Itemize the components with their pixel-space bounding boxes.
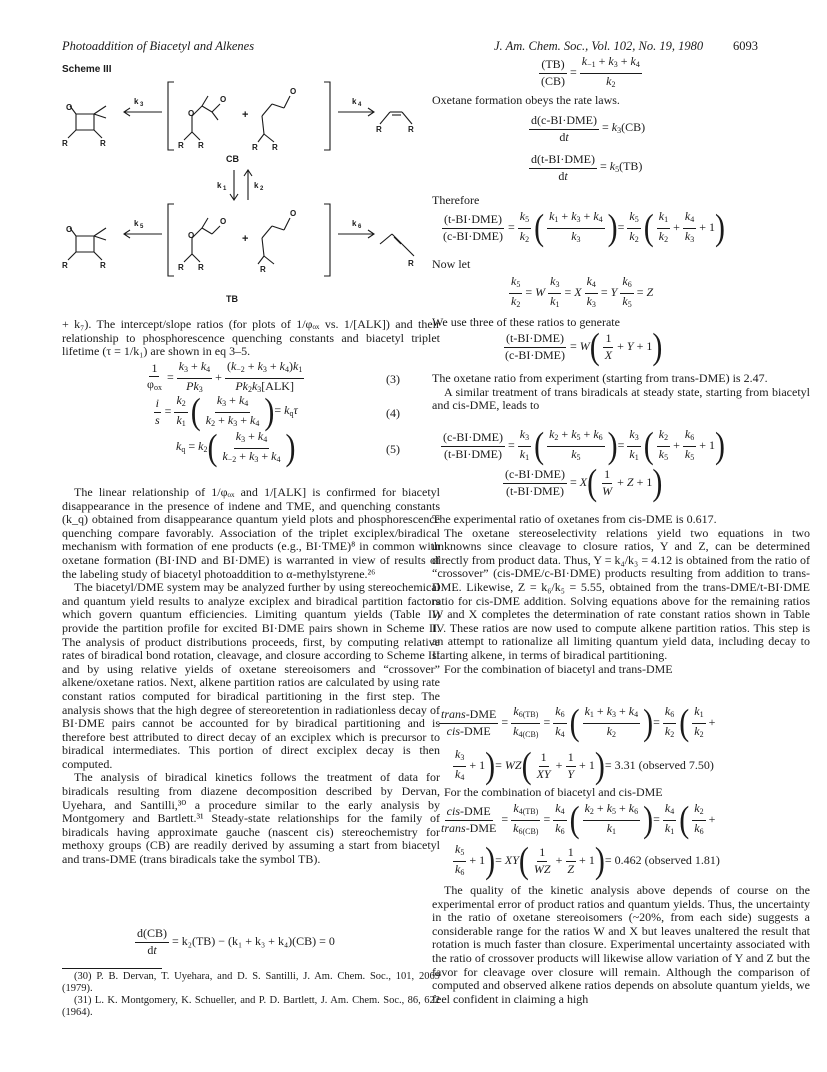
svg-text:R: R [100,139,106,148]
tb-label: TB [226,294,238,304]
equation-w: $\frac{\text{(t-BI·DME)}}{\text{(c-BI·DME)}}$ = W ( $\frac{1}{X}$ + Y + 1 ) [505,325,663,368]
svg-text:k: k [352,219,357,228]
equation-ratio-c-t: $\frac{\text{(c-BI·DME)}}{\text{(t-BI·DME)}}$ = $\frac{k_3}{k_1}$ ( $\frac{k_2 + k_5 + k_6}{k_5}$ ) = $\frac{k_3}{k_1}$ ( $\frac{k_2}{k_5}$ + $\frac{k_6}{k_5}$ + 1 ) [443,424,725,467]
svg-text:5: 5 [140,224,144,230]
equation-dcb: $\frac{d(CB)}{dt}$ = k₂(TB) − (k₁ + k₃ + k₄)(CB) = 0 [137,926,335,957]
svg-text:O: O [66,225,73,234]
svg-text:k: k [352,97,357,106]
equation-rate-c: $\frac{\text{d(c-BI·DME)}}{dt}$ = $k_3(CB)$ [531,113,646,144]
alkene-structure [380,112,412,124]
combo-trans-text: For the combination of biacetyl and trans-DME [444,661,673,676]
biradical-cb-2 [258,96,290,142]
svg-text:k: k [217,181,222,190]
svg-text:R: R [260,265,266,274]
biradical-tb-2 [258,218,290,264]
svg-text:R: R [198,141,204,150]
equation-4-number: (4) [386,406,400,420]
running-header-left: Photoaddition of Biacetyl and Alkenes [62,39,255,53]
svg-text:R: R [62,139,68,148]
footnote-31: (31) L. K. Montgomery, K. Schueller, and P. D. Bartlett, J. Am. Chem. Soc., 86, 622 (1964). [62,995,440,1018]
left-paragraph-1: + k₇). The intercept/slope ratios (for plots of 1/φₒₓ vs. 1/[ALK]) and their relationship to phosphorescence quenching constants and biacetyl triplet lifetime (τ = 1/k₁) are shown in eq 3–5. [62,317,440,359]
running-header-right: J. Am. Chem. Soc., Vol. 102, No. 19, 1980 [494,39,704,53]
svg-text:R: R [198,263,204,272]
therefore-text: Therefore [432,193,480,207]
equation-trans-combo-2: $\frac{k_3}{k_4}$ + 1 ) = WZ ( $\frac{1}{XY}$ + $\frac{1}{Y}$ + 1 ) = 3.31 (observed 7.50) [455,744,714,787]
quality-paragraph: The quality of the kinetic analysis above depends of course on the experimental error of product ratios and quantum yields. Thus, the uncertainty in the ratio of oxetane stereoisomers (~20%, from each side) suggests a considerable range for the ratios W and X but leaves unaltered the result that rotation is much faster than closure. Experimental uncertainty associated with the ratio of crossover products will likewise allow variation of Y and Z but the favor for cleavage over closure will remain. Although the comparison of computed and observed alkene ratios depends on absolute quantum yields, we feel confident in claiming a high [432,883,810,1006]
combo-cis-text: For the combination of biacetyl and cis-DME [444,785,663,799]
scheme-title: Scheme III [62,64,112,75]
svg-text:k: k [134,219,139,228]
footnote-30: (30) P. B. Dervan, T. Uyehara, and D. S. Santilli, J. Am. Chem. Soc., 101, 2069 (1979). [62,971,440,994]
svg-text:R: R [178,141,184,150]
left-paragraph-3: The biacetyl/DME system may be analyzed further by using stereochemical and quantum yield results to analyze exciplex and biradical partition factors which govern quantum efficiencies. Limiting quantum yields (Table II) provide the partition profile for excited BI·DME pairs shown in Scheme II. The analysis of product distributions proceeds, first, by computing relative rates of biradical bond rotation, cleavage, and closure according to Scheme III and by using relative yields of oxetane stereoisomers and “crossover” alkene/oxetane ratios. Next, alkene partition ratios are calculated by using rate constant ratios computed for biradical partitioning in the first step. The analysis shows that the high degree of stereoretention in radiationless decay of BI·DME pairs cannot be accounted for by biradical partitioning and is therefore best attributed to direct decay of an exciplex which is precursor to biradical intermediates. This portion of direct exciplex decay is then computed. [62,580,440,771]
svg-text:3: 3 [140,102,144,108]
equation-cis-combo-1: $\frac{\text{cis-DME}}{\text{trans-DME}}$ = $\frac{k_{4(TB)}}{k_{6(CB)}}$ = $\frac{k_4}{k_6}$ ( $\frac{k_2 + k_5 + k_6}{k_1}$ ) = $\frac{k_4}{k_1}$ ( $\frac{k_2}{k_6}$ + [441,798,716,841]
svg-text:k: k [254,181,259,190]
svg-text:R: R [408,259,414,268]
svg-text:+: + [242,233,249,245]
now-let-text: Now let [432,257,471,271]
left-paragraph-4: The analysis of biradical kinetics follows the treatment of data for biradicals resulting from diazene decomposition described by Dervan, Uyehara, and Santilli,³⁰ a procedure similar to the early analysis by Montgomery and Bartlett.³¹ Steady-state relationships for the family of biradicals having approximate gauche (nascent cis) stereochemistry for methoxy groups (CB) are readily derived by assuming a start from biacetyl and trans-DME (trans biradicals take the symbol TB). [62,770,440,867]
cb-label: CB [226,154,239,164]
equation-3: $\frac{1}{\varphi_{ox}}$ = $\frac{k_3 + k_4}{Pk_3}$ + $\frac{(k_{-2} + k_3 + k_4)k_1}{Pk_2k_3[ALK]}$ [147,359,303,394]
svg-text:6: 6 [358,224,362,230]
left-paragraph-2: The linear relationship of 1/φₒₓ and 1/[ALK] is confirmed for biacetyl disappearance in the presence of indene and TME, and quenching constants (k_q) obtained from disappearance quantum yield plots and phosphorescence quenching compare favorably. Association of the triplet exciplex/biradical mechanism with formation of ene products (e.g., BI·TME)⁸ in common with oxetane formation (BI·IND and BI·DME) is warranted in view of results of the labeling study of biacetyl photoaddition to α-methylstyrene.²⁶ [62,485,440,581]
svg-text:O: O [188,231,195,240]
svg-text:R: R [100,261,106,270]
use-three-text: We use three of these ratios to generate [432,315,620,329]
biradical-cb-1 [184,96,220,140]
result-cis: = 0.462 (observed 1.81) [604,853,720,868]
svg-text:R: R [376,125,382,134]
equation-3-number: (3) [386,372,400,386]
footnote-rule [62,968,162,969]
equation-ratio-t-c: $\frac{\text{(t-BI·DME)}}{\text{(c-BI·DME)}}$ = $\frac{k_5}{k_2}$ ( $\frac{k_1 + k_3 + k_4}{k_3}$ ) = $\frac{k_5}{k_2}$ ( $\frac{k_1}{k_2}$ + $\frac{k_4}{k_3}$ + 1 ) [443,206,725,249]
svg-text:O: O [220,95,227,104]
scheme-diagram [62,76,422,306]
equation-5: $k_q = k_2$ ( $\frac{k_3 + k_4}{k_{-2} + k_3 + k_4}$ ) [176,426,296,469]
svg-text:2: 2 [260,186,264,192]
rate-laws-text: Oxetane formation obeys the rate laws. [432,93,620,107]
equation-trans-combo-1: $\frac{\text{trans-DME}}{\text{cis-DME}}$ = $\frac{k_{6(TB)}}{k_{4(CB)}}$ = $\frac{k_6}{k_4}$ ( $\frac{k_1 + k_3 + k_4}{k_2}$ ) = $\frac{k_6}{k_2}$ ( $\frac{k_1}{k_2}$ + [441,701,716,744]
svg-text:R: R [252,143,258,152]
equation-5-number: (5) [386,442,400,456]
svg-text:O: O [220,217,227,226]
svg-text:O: O [290,87,297,96]
oxetane-ratio-text: The oxetane ratio from experiment (starting from trans-DME) is 2.47. [432,371,768,385]
oxetane-cis-structure [68,106,106,138]
equation-rate-t: $\frac{\text{d(t-BI·DME)}}{dt}$ = $k_5(TB)$ [531,152,643,183]
svg-text:k: k [134,97,139,106]
svg-text:R: R [62,261,68,270]
result-trans: = 3.31 (observed 7.50) [604,758,714,773]
experimental-cis-text: The experimental ratio of oxetanes from cis-DME is 0.617. [432,512,717,526]
svg-text:O: O [290,209,297,218]
svg-text:+: + [242,109,249,121]
svg-text:R: R [272,143,278,152]
page-number: 6093 [733,39,758,53]
oxetane-trans-structure [68,228,106,260]
equation-tb-cb: $\frac{(TB)}{(CB)}$ = $\frac{k_{-1} + k_3 + k_4}{k_2}$ [541,54,640,89]
similar-treatment-text: A similar treatment of trans biradicals at steady state, starting from biacetyl and cis-DME, leads to [432,384,810,413]
equation-cis-combo-2: $\frac{k_5}{k_6}$ + 1 ) = XY ( $\frac{1}{WZ}$ + $\frac{1}{Z}$ + 1 ) = 0.462 (observed 1.81) [455,839,720,882]
svg-text:R: R [408,125,414,134]
oxygen-label: O [66,103,73,112]
svg-text:1: 1 [223,186,227,192]
equation-definitions: $\frac{k_5}{k_2}$ = W $\frac{k_3}{k_1}$ = X $\frac{k_4}{k_3}$ = Y $\frac{k_6}{k_5}$ = Z [511,274,654,309]
alkene-structure-2 [380,234,414,256]
svg-text:R: R [178,263,184,272]
svg-text:4: 4 [358,102,362,108]
svg-text:O: O [188,109,195,118]
stereoselectivity-paragraph: The oxetane stereoselectivity relations yield two equations in two unknowns since cleavage to closure ratios, Y and Z, can be determined directly from product data. Thus, Y = k₄/k₃ = 4.12 is obtained from the ratio of “crossover” (cis-DME/c-BI·DME) products resulting from addition to trans-DME. Likewise, Z = k₆/k₅ = 5.55, obtained from the trans-DME/t-BI·DME ratio for cis-DME addition. Solving equations above for the remaining ratios W and X completes the determination of rate constant ratios shown in Table IV. These ratios are now used to compute alkene partition ratios. This step is an attempt to rationalize all limiting quantum yield data, including decay to starting alkene, in terms of biradical partitioning. [432,525,810,662]
equation-x: $\frac{\text{(c-BI·DME)}}{\text{(t-BI·DME)}}$ = X ( $\frac{1}{W}$ + Z + 1 ) [505,461,663,504]
biradical-tb-1 [184,218,220,262]
equation-4: $\frac{i}{s}$ = $\frac{k_2}{k_1}$ ( $\frac{k_3 + k_4}{k_2 + k_3 + k_4}$ ) = $k_q\tau$ [155,390,298,433]
